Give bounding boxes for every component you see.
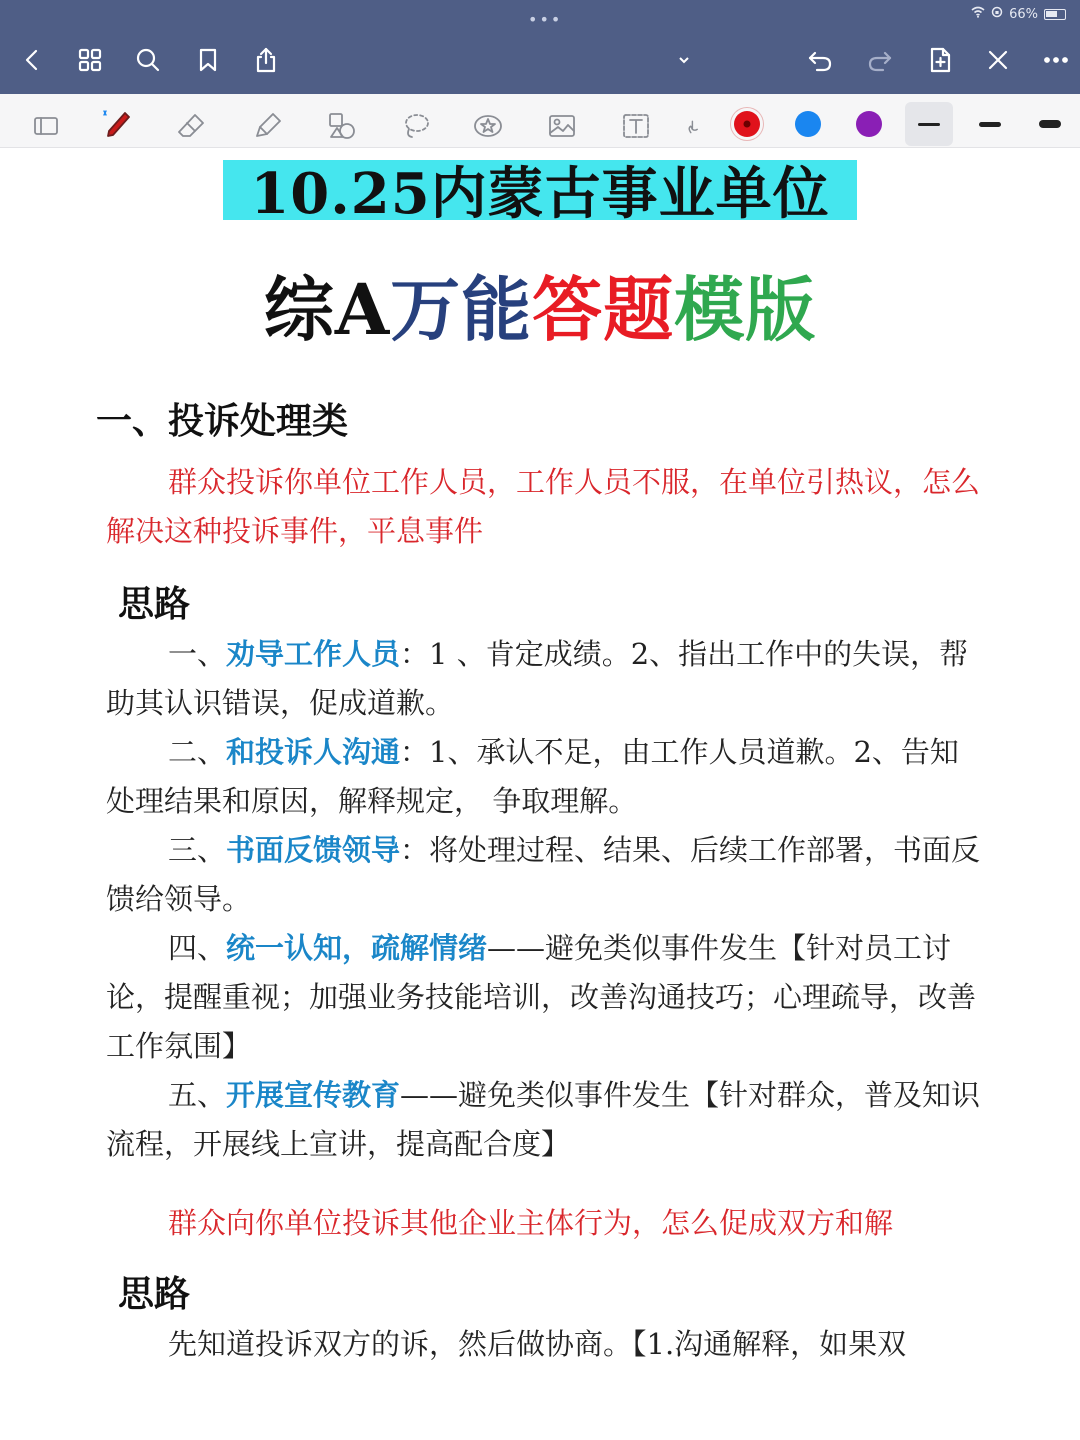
document-page[interactable] xyxy=(0,148,1080,1440)
share-icon xyxy=(251,45,281,75)
title-part-1: 综A xyxy=(263,268,391,351)
search-icon xyxy=(133,45,163,75)
step-3 xyxy=(106,826,986,924)
highlighter-icon xyxy=(251,109,285,143)
add-page-icon xyxy=(925,45,955,75)
close-button[interactable] xyxy=(980,42,1016,78)
step-1 xyxy=(106,630,986,728)
shapes-icon xyxy=(325,109,359,143)
approach-heading-2: 思路 xyxy=(118,1273,191,1315)
lasso-tool[interactable] xyxy=(396,106,436,146)
undo-icon xyxy=(805,45,835,75)
section-heading: 一、投诉处理类 xyxy=(96,400,349,442)
step-4-keyword: 统一认知，疏解情绪 xyxy=(226,931,488,965)
step-2 xyxy=(106,728,986,826)
approach-heading-1: 思路 xyxy=(118,583,191,625)
step-3-prefix: 三、 xyxy=(168,833,227,867)
color-swatch-blue[interactable] xyxy=(795,111,821,137)
step-1-text: ：1 、肯定成绩。2、指出工作中的失误，帮助其认识错误，促成道歉。 xyxy=(106,637,969,720)
window-handle-dots[interactable]: ••• xyxy=(528,10,563,29)
stroke-width-thin[interactable] xyxy=(905,102,953,146)
color-swatch-red[interactable] xyxy=(734,111,760,137)
question-2: 群众向你单位投诉其他企业主体行为，怎么促成双方和解 xyxy=(168,1206,894,1240)
sticker-star-icon xyxy=(471,109,505,143)
question-1: 群众投诉你单位工作人员，工作人员不服，在单位引热议，怎么解决这种投诉事件，平息事件 xyxy=(106,465,981,548)
more-button[interactable] xyxy=(1038,42,1074,78)
step-5 xyxy=(106,1071,986,1169)
battery-level-fill xyxy=(1046,11,1057,17)
status-bar xyxy=(971,6,1066,22)
grid-view-button[interactable] xyxy=(72,42,108,78)
back-button[interactable] xyxy=(14,42,50,78)
shape-tool[interactable] xyxy=(322,106,362,146)
hand-icon xyxy=(684,115,704,139)
title-part-2: 万能 xyxy=(390,268,533,351)
more-icon xyxy=(1041,45,1071,75)
medium-stroke-icon xyxy=(979,122,1001,127)
pen-tool[interactable] xyxy=(98,104,138,144)
title-part-3: 答题 xyxy=(532,268,675,351)
step-4-text: ——避免类似事件发生【针对员工讨论，提醒重视；加强业务技能培训，改善沟通技巧；心理疏导，改善工作氛围】 xyxy=(106,931,977,1063)
thick-stroke-icon xyxy=(1039,120,1061,128)
selected-dot-icon xyxy=(734,111,760,137)
step-2-text: ：1、承认不足，由工作人员道歉。2、告知处理结果和原因，解释规定， 争取理解。 xyxy=(106,735,959,818)
text-box-icon xyxy=(619,109,653,143)
step-5-keyword: 开展宣传教育 xyxy=(226,1078,401,1112)
banner-heading: 10.25内蒙古事业单位 xyxy=(223,160,857,220)
battery-icon xyxy=(1044,9,1066,20)
stroke-width-thick[interactable] xyxy=(1026,102,1074,146)
step-4-prefix: 四、 xyxy=(168,931,227,965)
eraser-tool[interactable] xyxy=(172,106,212,146)
title-dropdown[interactable] xyxy=(676,52,692,68)
page-title xyxy=(0,270,1080,350)
eraser-icon xyxy=(175,109,209,143)
step-1-prefix: 一、 xyxy=(168,637,227,671)
bookmark-icon xyxy=(193,45,223,75)
stroke-width-medium[interactable] xyxy=(966,102,1014,146)
lasso-icon xyxy=(399,109,433,143)
share-button[interactable] xyxy=(248,42,284,78)
chevron-left-icon xyxy=(17,45,47,75)
bookmark-button[interactable] xyxy=(190,42,226,78)
redo-icon xyxy=(865,45,895,75)
answer-2: 先知道投诉双方的诉，然后做协商。【1.沟通解释，如果双 xyxy=(168,1327,907,1361)
chevron-down-icon xyxy=(676,52,692,68)
step-5-prefix: 五、 xyxy=(168,1078,227,1112)
add-page-button[interactable] xyxy=(922,42,958,78)
text-tool[interactable] xyxy=(616,106,656,146)
app-top-bar xyxy=(0,0,1080,94)
tool-more-handle[interactable] xyxy=(682,112,706,142)
sticker-tool[interactable] xyxy=(468,106,508,146)
step-2-prefix: 二、 xyxy=(168,735,227,769)
image-icon xyxy=(545,109,579,143)
wifi-icon xyxy=(971,6,985,22)
step-1-keyword: 劝导工作人员 xyxy=(226,637,401,671)
toolbar-layout-button[interactable] xyxy=(26,106,66,146)
step-3-text: ：将处理过程、结果、后续工作部署，书面反馈给领导。 xyxy=(106,833,981,916)
image-tool[interactable] xyxy=(542,106,582,146)
close-icon xyxy=(983,45,1013,75)
search-button[interactable] xyxy=(130,42,166,78)
step-5-text: ——避免类似事件发生【针对群众，普及知识流程，开展线上宣讲，提高配合度】 xyxy=(106,1078,981,1161)
pen-icon xyxy=(101,107,135,141)
step-3-keyword: 书面反馈领导 xyxy=(226,833,401,867)
step-2-keyword: 和投诉人沟通 xyxy=(226,735,401,769)
redo-button[interactable] xyxy=(862,42,898,78)
color-swatch-purple[interactable] xyxy=(856,111,882,137)
grid-icon xyxy=(75,45,105,75)
layout-toggle-icon xyxy=(29,109,63,143)
thin-stroke-icon xyxy=(918,123,940,126)
highlighter-tool[interactable] xyxy=(248,106,288,146)
step-4 xyxy=(106,924,986,1071)
rotation-lock-icon xyxy=(991,6,1003,22)
battery-percent: 66% xyxy=(1009,6,1038,22)
title-part-4: 模版 xyxy=(674,268,817,351)
undo-button[interactable] xyxy=(802,42,838,78)
